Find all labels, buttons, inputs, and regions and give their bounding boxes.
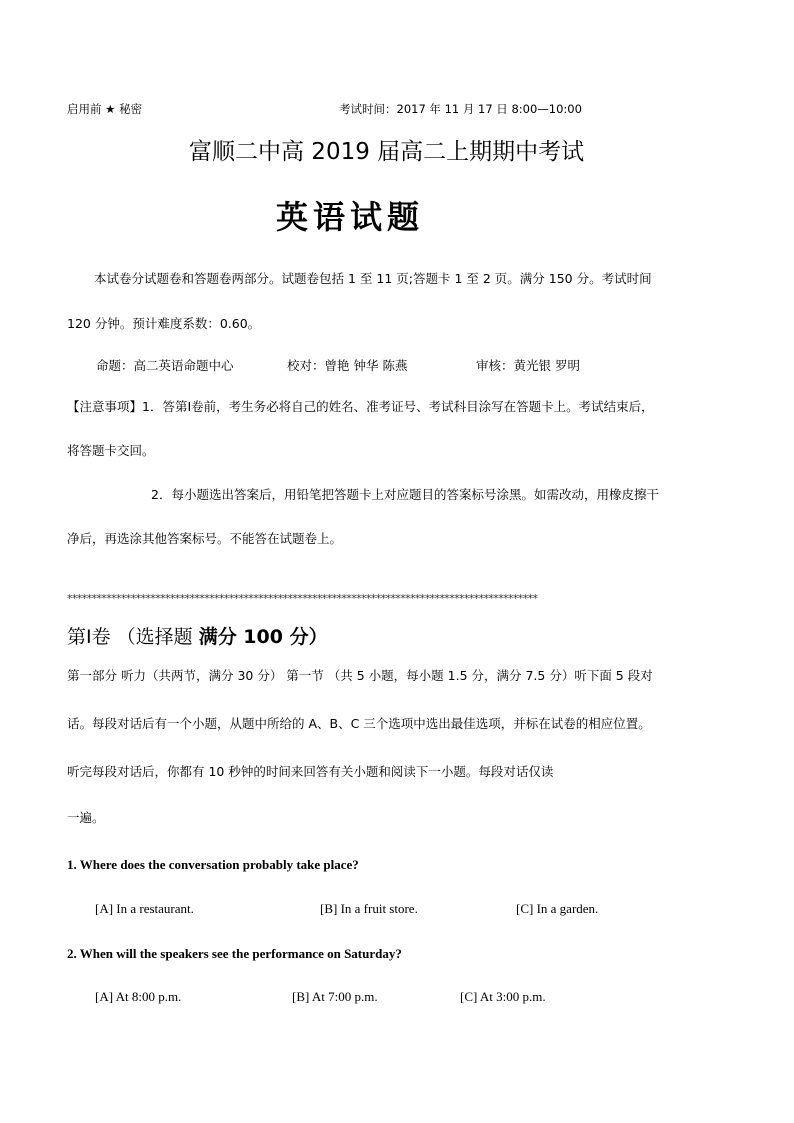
exam-time: 考试时间：2017 年 11 月 17 日 8:00—10:00 (339, 102, 582, 116)
notice-line-4: 净后，再选涂其他答案标号。不能答在试题卷上。 (67, 531, 343, 546)
staff-review: 审核：黄光银 罗明 (476, 358, 580, 373)
subject-title: 英语试题 (276, 198, 425, 236)
notice-line-1: 【注意事项】1．答第Ⅰ卷前，考生务必将自己的姓名、准考证号、考试科目涂写在答题卡上。考试结束后， (67, 399, 654, 414)
question-1-option-a: [A] In a restaurant. (95, 901, 194, 916)
intro-line-2: 120 分钟。预计难度系数：0.60。 (67, 316, 261, 331)
section-line-1: 第一部分 听力（共两节，满分 30 分） 第一节 （共 5 小题，每小题 1.5 分，满分 7.5 分）听下面 5 段对 (67, 668, 653, 683)
confidential-label: 启用前 ★ 秘密 (67, 102, 143, 116)
question-1-option-b: [B] In a fruit store. (320, 901, 418, 916)
question-2-option-a: [A] At 8:00 p.m. (95, 989, 182, 1004)
section-line-3: 听完每段对话后，你都有 10 秒钟的时间来回答有关小题和阅读下一小题。每段对话仅读 (67, 764, 554, 779)
divider: ************************************************************************************************ (67, 592, 538, 605)
intro-line-1: 本试卷分试题卷和答题卷两部分。试题卷包括 1 至 11 页;答题卡 1 至 2 页。满分 150 分。考试时间 (94, 271, 652, 286)
question-1-option-c: [C] In a garden. (516, 901, 599, 916)
notice-line-3: 2．每小题选出答案后，用铅笔把答题卡上对应题目的答案标号涂黑。如需改动，用橡皮擦干 (151, 487, 659, 502)
notice-line-2: 将答题卡交回。 (67, 443, 155, 458)
section-line-4: 一遍。 (67, 810, 105, 825)
section-line-2: 话。每段对话后有一个小题，从题中所给的 A、B、C 三个选项中选出最佳选项，并标在试卷的相应位置。 (67, 716, 651, 731)
question-2-option-c: [C] At 3:00 p.m. (460, 989, 546, 1004)
section-title-score: 满分 100 分） (198, 626, 328, 648)
question-2: 2. When will the speakers see the performance on Saturday? (67, 946, 402, 961)
question-1: 1. Where does the conversation probably take place? (67, 857, 359, 872)
exam-title: 富顺二中高 2019 届高二上期期中考试 (189, 139, 585, 165)
question-2-option-b: [B] At 7:00 p.m. (292, 989, 378, 1004)
staff-proofread: 校对：曾艳 钟华 陈燕 (287, 358, 408, 373)
section-title-prefix: 第Ⅰ卷 （选择题 (67, 626, 199, 648)
staff-propose: 命题：高二英语命题中心 (96, 358, 234, 373)
section-title (67, 622, 328, 649)
